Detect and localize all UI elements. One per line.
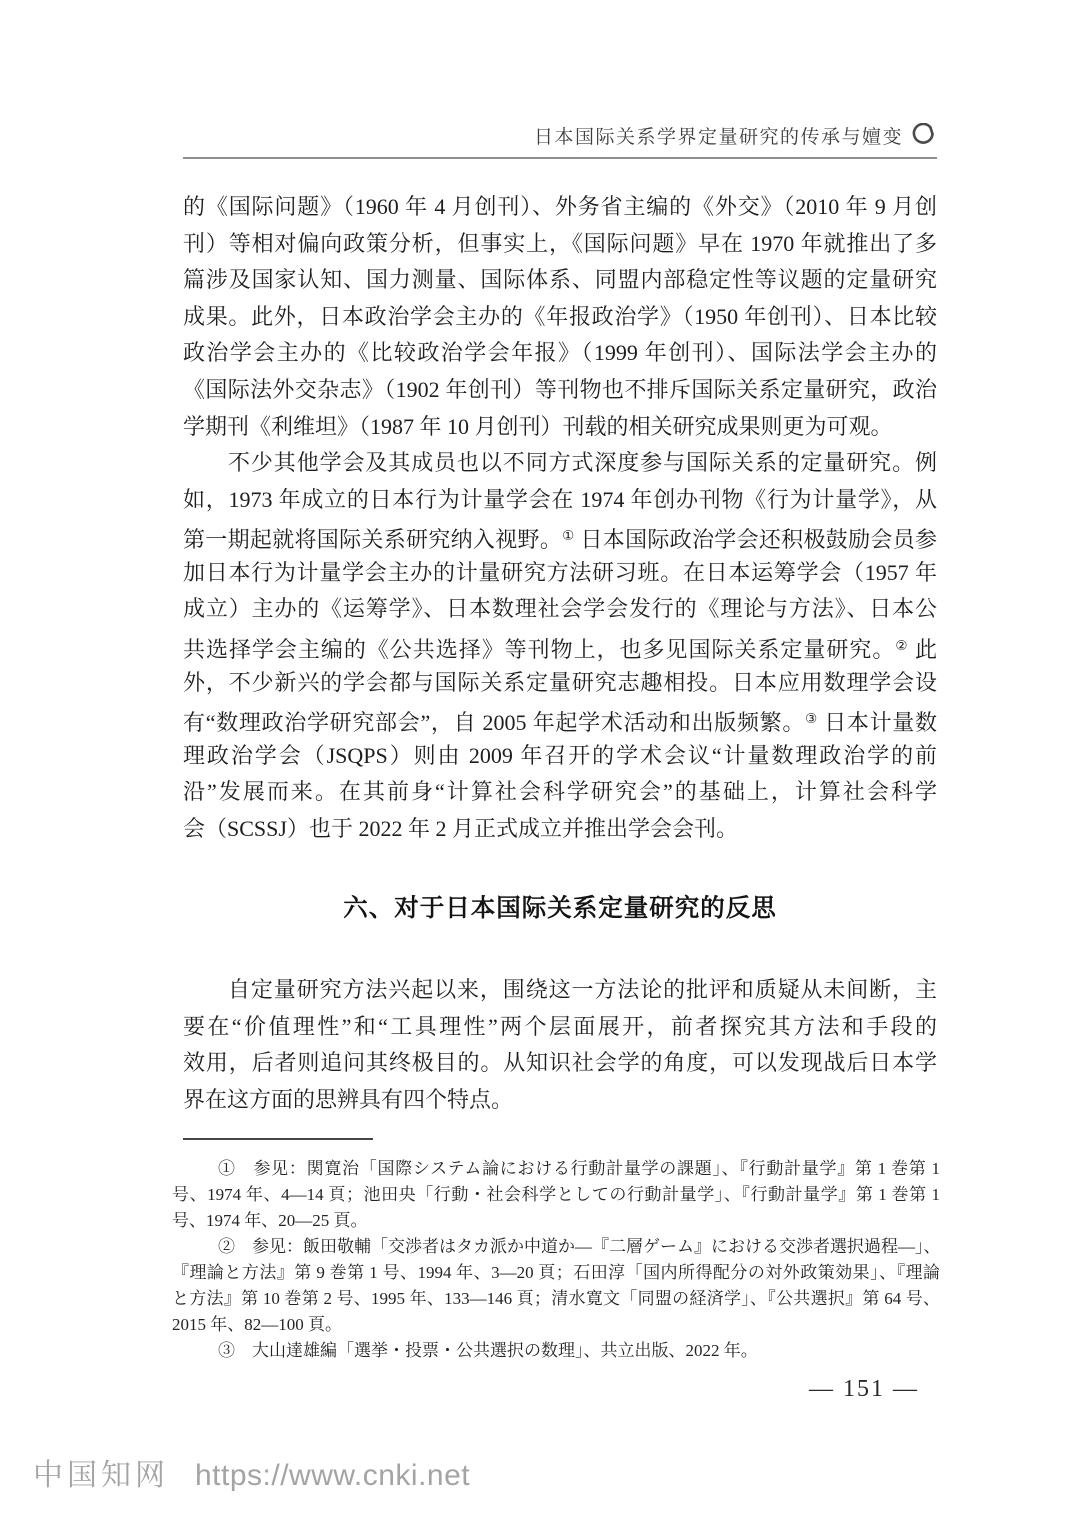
running-title: 日本国际关系学界定量研究的传承与嬗变 [533,127,903,148]
text-line: 界在这方面的思辨具有四个特点。 [183,1086,514,1112]
watermark-site-name: 中国知网 [33,1459,169,1492]
paragraph-1 [183,189,937,445]
page-header [183,122,937,149]
footnote-marker: ① [562,528,575,544]
text-line: 成果。此外，日本政治学会主办的《年报政治学》（1950 年创刊）、日本比较 [183,303,937,329]
text-line: 政治学会主办的《比较政治学会年报》（1999 年创刊）、国际法学会主办的 [183,340,937,366]
text-line: 『理論と方法』第 9 巻第 1 号、1994 年、3—20 頁；石田淳「国内所得配分の対外政策効果」、『理論 [172,1263,940,1282]
footnote-marker: ③ [805,711,818,727]
text-line: 2015 年、82—100 頁。 [172,1315,342,1334]
text-line: 沿”发展而来。在其前身“计算社会科学研究会”的基础上，计算社会科学 [183,779,937,805]
text-line: 理政治学会（JSQPS）则由 2009 年召开的学术会议“计量数理政治学的前 [183,742,937,768]
text-line: 要在“价值理性”和“工具理性”两个层面展开，前者探究其方法和手段的 [183,1013,937,1039]
header-divider [183,157,937,159]
watermark [33,1450,470,1494]
text-line: 效用，后者则追问其终极目的。从知识社会学的角度，可以发现战后日本学 [183,1050,937,1076]
footnote-marker: ② [895,637,909,653]
text-line: 学期刊《利维坦》（1987 年 10 月创刊）刊载的相关研究成果则更为可观。 [183,413,893,439]
text-line: ③ 大山達雄編「選挙・投票・公共選択の数理」、共立出版、2022 年。 [218,1341,758,1360]
paragraph-2 [183,445,937,848]
section-heading: 六、对于日本国际关系定量研究的反思 [343,895,777,922]
journal-logo-icon [911,123,937,149]
watermark-site-url: https://www.cnki.net [195,1459,471,1492]
text-line: 自定量研究方法兴起以来，围绕这一方法论的批评和质疑从未间断，主 [228,977,937,1002]
footnote-1 [172,1156,940,1234]
footnotes [172,1156,940,1364]
text-line: 共选择学会主编的《公共选择》等刊物上，也多见国际关系定量研究。② 此 [183,636,937,662]
text-line: と方法』第 10 巻第 2 号、1995 年、133—146 頁；清水寛文「同盟の経済学」、『公共選択』第 64 号、 [172,1289,940,1308]
text-line: 号、1974 年、20—25 頁。 [172,1211,368,1230]
text-line: 的《国际问题》（1960 年 4 月创刊）、外务省主编的《外交》（2010 年 9 月创 [183,194,937,219]
text-line: 号、1974 年、4—14 頁；池田央「行動・社会科学としての行動計量学」、『行動計量学』第 1 巻第 1 [172,1185,940,1204]
footnote-2 [172,1234,940,1338]
text-line: 篇涉及国家认知、国力测量、国际体系、同盟内部稳定性等议题的定量研究 [183,267,937,293]
text-line: 不少其他学会及其成员也以不同方式深度参与国际关系的定量研究。例 [228,450,937,475]
text-line: 加日本行为计量学会主办的计量研究方法研习班。在日本运筹学会（1957 年 [183,559,937,585]
text-line: 会（SCSSJ）也于 2022 年 2 月正式成立并推出学会会刊。 [183,815,738,841]
text-line: 刊）等相对偏向政策分析，但事实上，《国际问题》早在 1970 年就推出了多 [183,230,937,256]
text-line: 外，不少新兴的学会都与国际关系定量研究志趣相投。日本应用数理学会设 [183,669,937,695]
paragraph-3 [183,972,937,1118]
text-line: ② 参见：飯田敬輔「交渉者はタカ派か中道か—『二層ゲーム』における交渉者選択過程—」、 [218,1237,941,1256]
text-line: 《国际法外交杂志》（1902 年创刊）等刊物也不排斥国际关系定量研究，政治 [183,376,937,402]
text-line: 有“数理政治学研究部会”，自 2005 年起学术活动和出版频繁。③ 日本计量数 [183,710,937,736]
footnote-3 [172,1338,940,1364]
page-number: — 151 — [809,1376,919,1402]
text-line: 第一期起就将国际关系研究纳入视野。① 日本国际政治学会还积极鼓励会员参 [183,527,937,553]
text-line: ① 参见：関寛治「国際システム論における行動計量学の課題」、『行動計量学』第 1 巻第 1 [218,1159,940,1178]
text-line: 如，1973 年成立的日本行为计量学会在 1974 年创办刊物《行为计量学》，从 [183,486,937,512]
footnote-divider [183,1138,373,1140]
text-line: 成立）主办的《运筹学》、日本数理社会学会发行的《理论与方法》、日本公 [183,596,937,622]
